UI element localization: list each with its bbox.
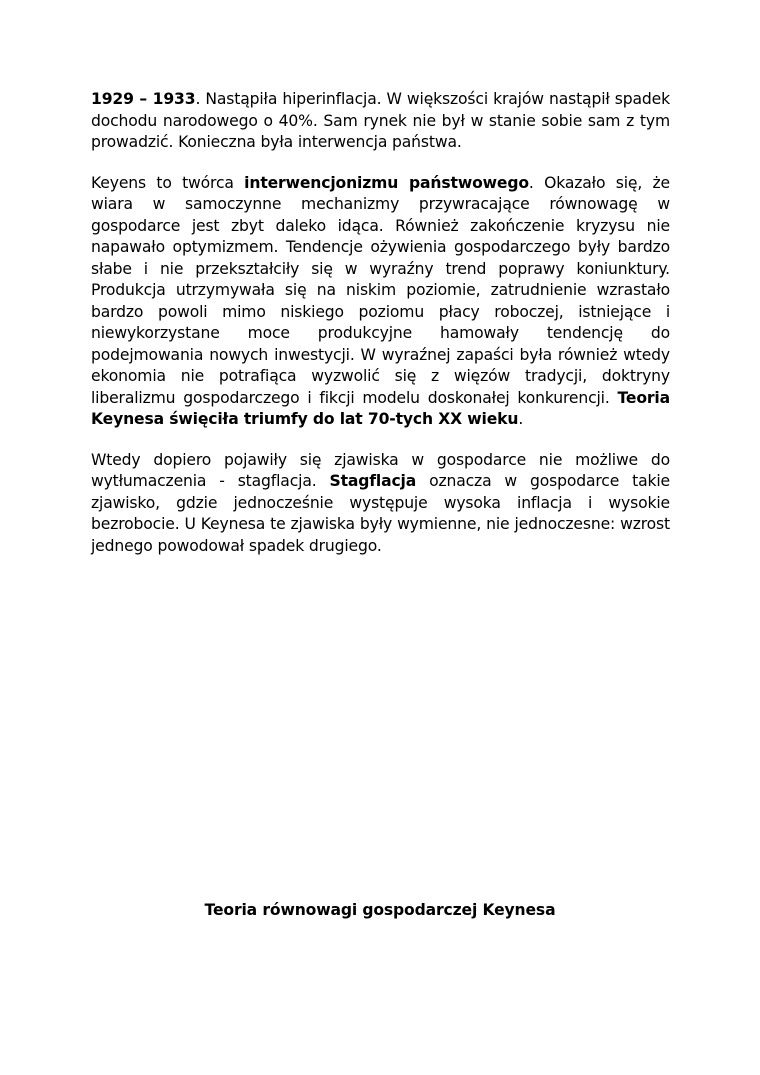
section-heading: Teoria równowagi gospodarczej Keynesa [204,901,556,919]
paragraph-interventionism [91,173,670,431]
stagflation-intro: Wtedy dopiero pojawiły się zjawiska w gospodarce nie możliwe do wytłumaczenia - stagflacja. [91,450,670,490]
crisis-text: . Nastąpiła hiperinflacja. W większości krajów nastąpił spadek dochodu narodowego o 40%. Sam rynek nie był w stanie sobie sam z tym prowadzić. Konieczna była interwencja państwa. [91,90,670,151]
paragraph-crisis [91,89,670,154]
stagflation-term: Stagflacja [329,472,417,490]
interventionism-end: . [518,410,524,428]
keynes-triumph-statement: Teoria Keynesa święciła triumfy do lat 70-tych XX wieku [91,388,670,428]
document-body [91,89,670,576]
interventionism-intro: Keyens to twórca [91,173,245,192]
interventionism-term: interwencjonizmu państwowego [244,173,529,192]
interventionism-text: . Okazało się, że wiara w samoczynne mechanizmy przywracające równowagę w gospodarce jest zbyt daleko idąca. Również zakończenie kryzysu nie napawało optymizmem. Tendencje ożywienia gospodarczego były bardzo słabe i nie przekształciły się w wyraźny trend poprawy koniunktury. Produkcja utrzymywała się na niskim poziomie, zatrudnienie wzrastało bardzo powoli mimo niskiego poziomu płacy roboczej, istniejące i niewykorzystane moce produkcyjne hamowały tendencję do podejmowania nowych inwestycji. W wyraźnej zapaści była również wtedy ekonomia nie potrafiąca wyzwolić się z więzów tradycji, doktryny liberalizmu gospodarczego i fikcji modelu doskonałej konkurencji. [91,173,670,407]
paragraph-stagflation [91,450,670,558]
stagflation-text: oznacza w gospodarce takie zjawisko, gdzie jednocześnie występuje wysoka inflacja i wysokie bezrobocie. U Keynesa te zjawiska były wymienne, nie jednoczesne: wzrost jednego powodował spadek drugiego. [91,472,670,555]
crisis-years: 1929 – 1933 [91,90,196,108]
